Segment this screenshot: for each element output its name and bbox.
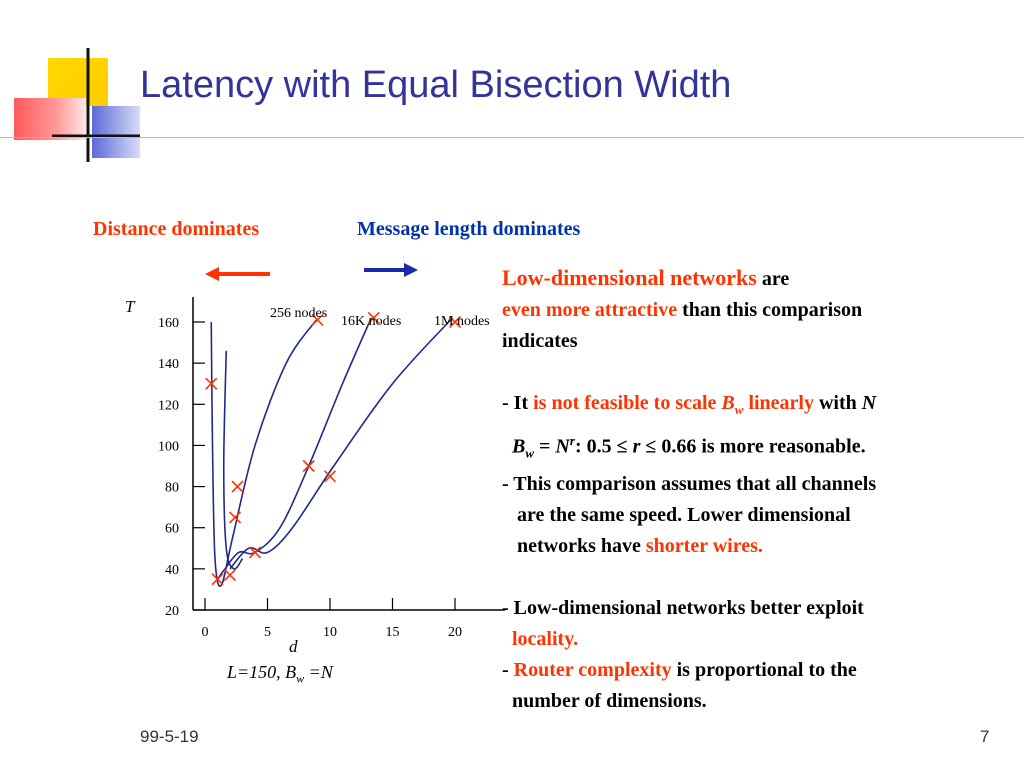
body-line bbox=[502, 357, 1002, 388]
x-axis-label: d bbox=[289, 637, 298, 656]
body-segment: w bbox=[734, 402, 744, 417]
body-segment: networks have bbox=[502, 534, 646, 557]
body-segment: linearly bbox=[743, 392, 814, 414]
y-tick-label: 120 bbox=[158, 398, 179, 414]
body-segment: are the same speed. Lower dimensional bbox=[502, 503, 851, 526]
heading-message-length-dominates: Message length dominates bbox=[357, 218, 581, 240]
x-tick-label: 5 bbox=[264, 625, 271, 640]
body-segment: Router complexity bbox=[513, 658, 672, 681]
body-segment bbox=[502, 436, 512, 458]
heading-distance-dominates: Distance dominates bbox=[93, 218, 260, 240]
body-text bbox=[502, 262, 1002, 717]
body-line bbox=[502, 562, 1002, 593]
body-line bbox=[502, 262, 1002, 295]
caption-part-1: L=150, B bbox=[227, 662, 297, 682]
body-segment: r bbox=[569, 433, 575, 448]
body-segment: w bbox=[525, 445, 535, 461]
body-segment: ≤ 0.66 is more reasonable. bbox=[640, 435, 866, 458]
body-segment: B bbox=[721, 392, 735, 414]
data-marker bbox=[230, 512, 241, 523]
data-marker bbox=[232, 481, 243, 492]
body-line bbox=[502, 425, 1002, 469]
body-segment: - bbox=[502, 658, 514, 681]
chart-caption bbox=[227, 662, 333, 687]
body-segment: number of dimensions. bbox=[502, 689, 707, 712]
y-axis-label: T bbox=[125, 297, 135, 316]
body-segment: even more attractive bbox=[502, 299, 678, 321]
body-line bbox=[502, 295, 1002, 326]
body-segment: indicates bbox=[502, 330, 578, 352]
body-segment: than this comparison bbox=[677, 299, 863, 321]
y-tick-label: 100 bbox=[158, 439, 179, 455]
body-line bbox=[502, 593, 1002, 624]
body-segment: shorter wires. bbox=[645, 534, 763, 557]
y-tick-label: 20 bbox=[165, 604, 179, 619]
body-segment bbox=[502, 628, 512, 650]
body-segment: r bbox=[632, 435, 641, 458]
caption-subscript: w bbox=[296, 671, 305, 686]
data-marker bbox=[303, 461, 314, 472]
x-tick-label: 10 bbox=[323, 625, 337, 640]
body-segment: - It bbox=[502, 392, 534, 414]
slide-title: Latency with Equal Bisection Width bbox=[140, 64, 732, 106]
caption-part-2: =N bbox=[304, 662, 333, 682]
body-segment: - Low-dimensional networks better exploit bbox=[502, 596, 864, 619]
body-line bbox=[502, 500, 1002, 531]
data-marker bbox=[225, 570, 236, 581]
y-tick-label: 80 bbox=[165, 480, 179, 496]
y-tick-label: 160 bbox=[158, 316, 179, 331]
body-segment: is not feasible to scale bbox=[533, 392, 722, 414]
body-segment: B bbox=[512, 435, 526, 458]
x-tick-label: 15 bbox=[385, 625, 400, 640]
y-tick-label: 40 bbox=[165, 562, 179, 578]
series-label-1: 256 nodes bbox=[270, 306, 328, 321]
body-segment: with bbox=[813, 392, 862, 414]
curve-16k-nodes bbox=[218, 318, 372, 579]
curve-1m-nodes bbox=[230, 318, 453, 569]
body-line bbox=[502, 388, 1002, 425]
body-segment: is proportional to the bbox=[671, 658, 857, 681]
body-segment: locality. bbox=[512, 627, 579, 650]
body-line bbox=[502, 655, 1002, 686]
body-line bbox=[502, 326, 1002, 357]
body-segment: = bbox=[534, 435, 556, 458]
body-segment: : 0.5 ≤ bbox=[574, 435, 633, 458]
latency-chart bbox=[0, 0, 520, 700]
body-segment: - This comparison assumes that all channels bbox=[502, 472, 877, 495]
x-tick-label: 20 bbox=[448, 625, 462, 640]
page-number: 7 bbox=[980, 727, 990, 746]
body-line bbox=[502, 686, 1002, 717]
body-segment: N bbox=[861, 392, 877, 414]
body-segment: N bbox=[555, 435, 570, 458]
body-segment: Low-dimensional networks bbox=[502, 265, 757, 290]
series-label-2: 16K nodes bbox=[341, 314, 402, 329]
body-line bbox=[502, 531, 1002, 562]
body-segment: are bbox=[756, 268, 790, 290]
y-tick-label: 140 bbox=[158, 357, 179, 373]
y-tick-label: 60 bbox=[165, 521, 179, 537]
x-tick-label: 0 bbox=[201, 625, 209, 640]
body-line bbox=[502, 624, 1002, 655]
series-label-3: 1M nodes bbox=[434, 314, 490, 329]
footer-date: 99-5-19 bbox=[140, 727, 199, 746]
body-line bbox=[502, 469, 1002, 500]
